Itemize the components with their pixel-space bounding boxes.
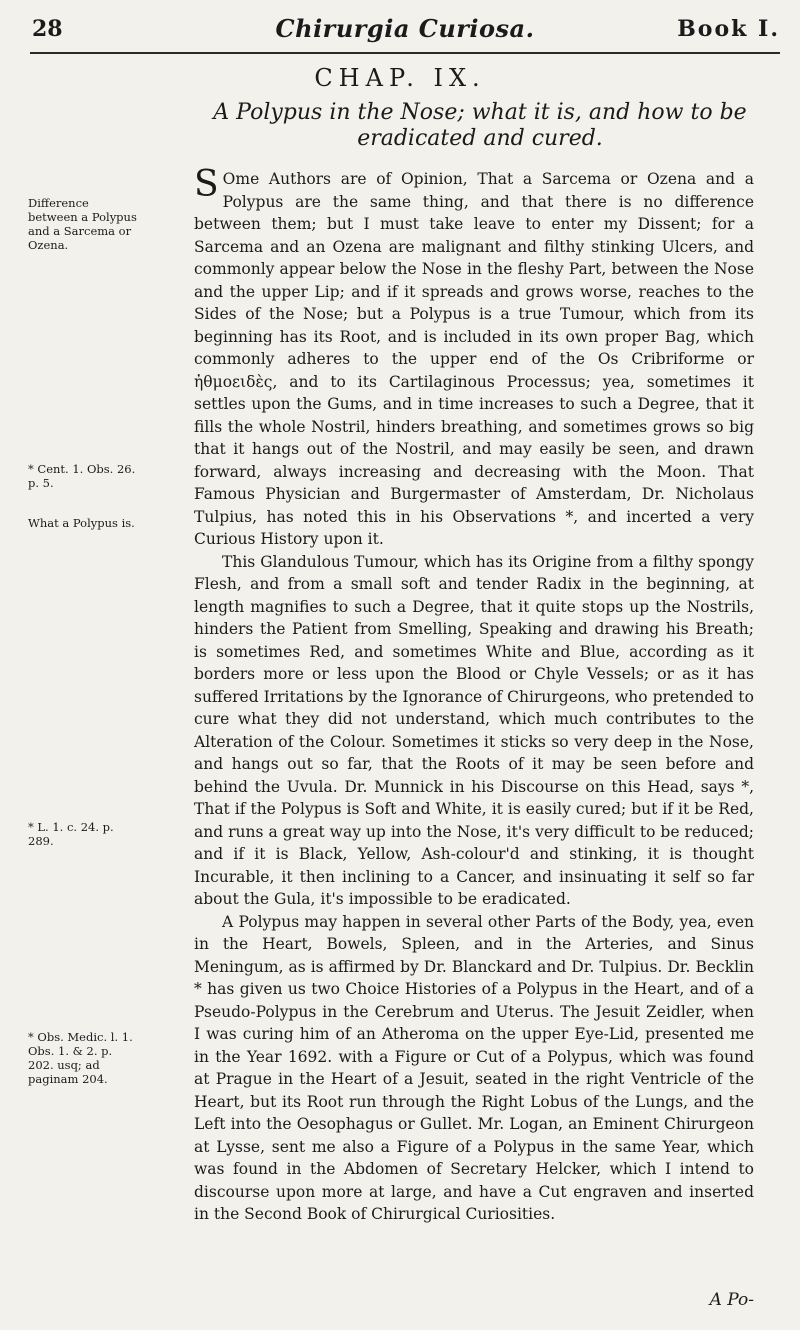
margin-note: * Cent. 1. Obs. 26. p. 5. [28, 462, 136, 490]
margin-note: * Obs. Medic. l. 1. Obs. 1. & 2. p. 202. usq; ad paginam 204. [28, 1030, 133, 1086]
book-label: Book I. [677, 16, 780, 42]
margin-note: * L. 1. c. 24. p. 289. [28, 820, 114, 848]
page-number: 28 [32, 16, 63, 42]
chapter-number: CHAP. IX. [314, 64, 486, 92]
running-title: Chirurgia Curiosa. [275, 14, 535, 43]
body-text [194, 164, 754, 1226]
header-rule [30, 52, 780, 54]
catchword: A Po- [709, 1290, 754, 1310]
chapter-title: A Polypus in the Nose; what it is, and how to be eradicated and cured. [213, 100, 747, 151]
paragraph: This Glandulous Tumour, which has its Origine from a filthy spongy Flesh, and from a small soft and tender Radix in the beginning, at length magnifies to such a Degree, that it quite stops up the Nostrils, hinders the Patient from Smelling, Speaking and drawing his Breath; is sometimes Red, and sometimes White and Blue, according as it borders more or less upon the Blood or Chyle Vessels; or as it has suffered Irritations by the Ignorance of Chirurgeons, who pretended to cure what they did not understand, which much contributes to the Alteration of the Colour. Sometimes it sticks so very deep in the Nose, and hangs out so far, that the Roots of it may be seen before and behind the Uvula. Dr. Munnick in his Discourse on this Head, says *, That if the Polypus is Soft and White, it is easily cured; but if it be Red, and runs a great way up into the Nose, it's very difficult to be reduced; and if it is Black, Yellow, Ash-colour'd and stinking, it is thought Incurable, it then inclining to a Cancer, and insinuating it self so far about the Gula, it's impossible to be eradicated. [194, 552, 754, 908]
margin-note: What a Polypus is. [28, 516, 135, 530]
paragraph-text: Ome Authors are of Opinion, That a Sarcema or Ozena and a Polypus are the same thing, and that there is no difference between them; but I must take leave to enter my Dissent; for a Sarcema and an Ozena are malignant and filthy stinking Ulcers, and commonly appear below the Nose in the fleshy Part, between the Nose and the upper Lip; and if it spreads and grows worse, reaches to the Sides of the Nose; but a Polypus is a true Tumour, which from its beginning has its Root, and is included in its own proper Bag, which commonly adheres to the upper end of the Os Cribriforme or ἠθμοειδὲς, and to its Cartilaginous Processus; yea, sometimes it settles upon the Gums, and in time increases to such a Degree, that it fills the whole Nostril, hinders breathing, and sometimes grows so big that it hangs out of the Nostril, and may easily be seen, and drawn forward, always increasing and decreasing with the Moon. That Famous Physician and Burgermaster of Amsterdam, Dr. Nicholaus Tulpius, has noted this in his Observations *, and incerted a very Curious History upon it. [194, 170, 754, 548]
paragraph [194, 164, 754, 551]
paragraph: A Polypus may happen in several other Parts of the Body, yea, even in the Heart, Bowels, Spleen, and in the Arteries, and Sinus Meningum, as is affirmed by Dr. Blanckard and Dr. Tulpius. Dr. Becklin * has given us two Choice Histories of a Polypus in the Heart, and of a Pseudo-Polypus in the Cerebrum and Uterus. The Jesuit Zeidler, when I was curing him of an Atheroma on the upper Eye-Lid, presented me in the Year 1692. with a Figure or Cut of a Polypus, which was found at Prague in the Heart of a Jesuit, seated in the right Ventricle of the Heart, but its Root run through the Right Lobus of the Lungs, and the Left into the Oesophagus or Gullet. Mr. Logan, an Eminent Chirurgeon at Lysse, sent me also a Figure of a Polypus in the same Year, which was found in the Abdomen of Secretary Helcker, which I intend to discourse upon more at large, and have a Cut engraven and inserted in the Second Book of Chirurgical Curiosities. [194, 912, 754, 1223]
page-header [30, 10, 780, 46]
drop-cap: S [194, 164, 219, 205]
margin-note: Difference between a Polypus and a Sarcema or Ozena. [28, 196, 137, 252]
